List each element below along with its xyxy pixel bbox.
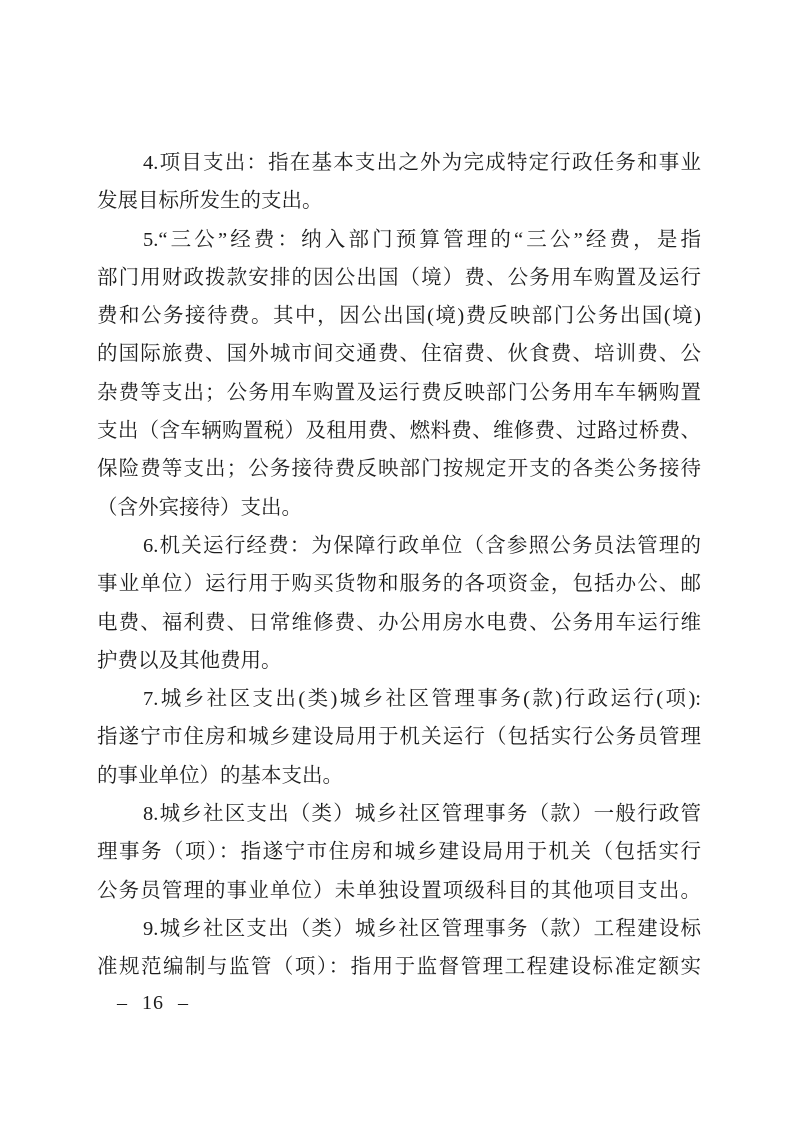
text-line: 电费、福利费、日常维修费、办公用房水电费、公务用车运行维 <box>97 611 701 634</box>
text-line: 保险费等支出；公务接待费反映部门按规定开支的各类公务接待 <box>97 458 701 481</box>
text-line: 公务员管理的事业单位）未单独设置项级科目的其他项目支出。 <box>97 879 701 902</box>
text-line: 事业单位）运行用于购买货物和服务的各项资金，包括办公、邮 <box>97 573 701 596</box>
paragraph-item-7 <box>97 680 701 795</box>
text-line: 护费以及其他费用。 <box>97 649 282 672</box>
paragraph-item-5 <box>97 221 701 527</box>
text-line: 的国际旅费、国外城市间交通费、住宿费、伙食费、培训费、公 <box>97 343 701 366</box>
text-line: 4.项目支出：指在基本支出之外为完成特定行政任务和事业 <box>143 152 701 174</box>
text-line: 9.城乡社区支出（类）城乡社区管理事务（款）工程建设标 <box>143 917 701 940</box>
text-line: （含外宾接待）支出。 <box>97 496 302 519</box>
text-line: 费和公务接待费。其中，因公出国(境)费反映部门公务出国(境) <box>97 305 701 328</box>
text-line: 部门用财政拨款安排的因公出国（境）费、公务用车购置及运行 <box>97 266 701 289</box>
text-line: 理事务（项）：指遂宁市住房和城乡建设局用于机关（包括实行 <box>97 841 701 864</box>
text-line: 发展目标所发生的支出。 <box>97 190 323 213</box>
text-line: 杂费等支出；公务用车购置及运行费反映部门公务用车车辆购置 <box>97 381 701 404</box>
paragraph-item-4 <box>97 144 701 221</box>
text-line: 的事业单位）的基本支出。 <box>97 764 343 787</box>
text-line: 指遂宁市住房和城乡建设局用于机关运行（包括实行公务员管理 <box>97 726 701 749</box>
paragraph-item-9 <box>97 910 701 987</box>
paragraph-item-6 <box>97 527 701 680</box>
text-line: 5.“三公”经费：纳入部门预算管理的“三公”经费，是指 <box>143 228 701 251</box>
page-number: – 16 – <box>117 992 189 1014</box>
text-line: 支出（含车辆购置税）及租用费、燃料费、维修费、过路过桥费、 <box>97 420 701 443</box>
text-line: 7.城乡社区支出(类)城乡社区管理事务(款)行政运行(项): <box>143 688 701 711</box>
paragraph-item-8 <box>97 795 701 910</box>
document-text-block <box>97 144 701 987</box>
text-line: 准规范编制与监管（项）：指用于监督管理工程建设标准定额实 <box>97 956 701 979</box>
text-line: 6.机关运行经费：为保障行政单位（含参照公务员法管理的 <box>143 534 701 557</box>
text-line: 8.城乡社区支出（类）城乡社区管理事务（款）一般行政管 <box>143 803 701 826</box>
